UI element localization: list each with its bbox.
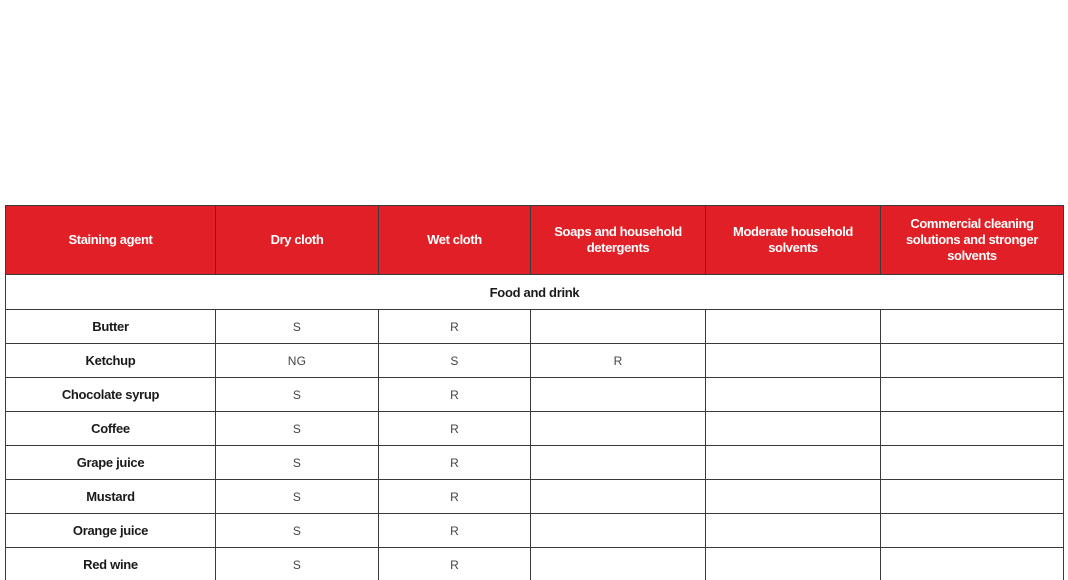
- cell-soaps: [531, 480, 706, 514]
- cell-soaps: [531, 310, 706, 344]
- cell-dry-cloth: S: [216, 514, 379, 548]
- cell-soaps: [531, 548, 706, 580]
- header-commercial-solutions: Commercial cleaning solutions and stronger solvents: [881, 206, 1064, 275]
- cell-dry-cloth: NG: [216, 344, 379, 378]
- cell-dry-cloth: S: [216, 378, 379, 412]
- cell-soaps: [531, 514, 706, 548]
- cell-dry-cloth: S: [216, 548, 379, 580]
- cell-wet-cloth: S: [379, 344, 531, 378]
- cell-commercial: [881, 480, 1064, 514]
- cell-staining-agent: Ketchup: [6, 344, 216, 378]
- cell-moderate: [706, 378, 881, 412]
- stain-removal-table: [5, 205, 1064, 580]
- cell-staining-agent: Mustard: [6, 480, 216, 514]
- cell-moderate: [706, 514, 881, 548]
- table-row: [6, 310, 1064, 344]
- header-moderate-solvents: Moderate household solvents: [706, 206, 881, 275]
- table-body: [6, 275, 1064, 580]
- cell-moderate: [706, 548, 881, 580]
- table-row: [6, 514, 1064, 548]
- cell-staining-agent: Coffee: [6, 412, 216, 446]
- table-row: [6, 378, 1064, 412]
- cell-dry-cloth: S: [216, 412, 379, 446]
- cell-commercial: [881, 514, 1064, 548]
- cell-staining-agent: Red wine: [6, 548, 216, 580]
- cell-staining-agent: Butter: [6, 310, 216, 344]
- section-row: [6, 275, 1064, 310]
- cell-staining-agent: Orange juice: [6, 514, 216, 548]
- header-staining-agent: Staining agent: [6, 206, 216, 275]
- cell-wet-cloth: R: [379, 548, 531, 580]
- table-row: [6, 480, 1064, 514]
- cell-dry-cloth: S: [216, 480, 379, 514]
- cell-dry-cloth: S: [216, 310, 379, 344]
- cell-dry-cloth: S: [216, 446, 379, 480]
- cell-moderate: [706, 480, 881, 514]
- table-row: [6, 446, 1064, 480]
- cell-moderate: [706, 446, 881, 480]
- cell-wet-cloth: R: [379, 412, 531, 446]
- cell-commercial: [881, 378, 1064, 412]
- table-row: [6, 412, 1064, 446]
- section-label-food-and-drink: Food and drink: [6, 275, 1064, 310]
- cell-wet-cloth: R: [379, 310, 531, 344]
- cell-moderate: [706, 310, 881, 344]
- table-header: [6, 206, 1064, 275]
- table-row: [6, 344, 1064, 378]
- cell-wet-cloth: R: [379, 446, 531, 480]
- header-dry-cloth: Dry cloth: [216, 206, 379, 275]
- cell-wet-cloth: R: [379, 480, 531, 514]
- cell-commercial: [881, 446, 1064, 480]
- header-soaps-detergents: Soaps and household detergents: [531, 206, 706, 275]
- table-row: [6, 548, 1064, 580]
- cell-staining-agent: Grape juice: [6, 446, 216, 480]
- cell-commercial: [881, 344, 1064, 378]
- cell-wet-cloth: R: [379, 378, 531, 412]
- cell-soaps: [531, 412, 706, 446]
- cell-soaps: [531, 446, 706, 480]
- cell-staining-agent: Chocolate syrup: [6, 378, 216, 412]
- cell-commercial: [881, 548, 1064, 580]
- cell-commercial: [881, 412, 1064, 446]
- header-wet-cloth: Wet cloth: [379, 206, 531, 275]
- cell-commercial: [881, 310, 1064, 344]
- cell-soaps: [531, 378, 706, 412]
- cell-wet-cloth: R: [379, 514, 531, 548]
- header-row: [6, 206, 1064, 275]
- cell-moderate: [706, 412, 881, 446]
- cell-soaps: R: [531, 344, 706, 378]
- cell-moderate: [706, 344, 881, 378]
